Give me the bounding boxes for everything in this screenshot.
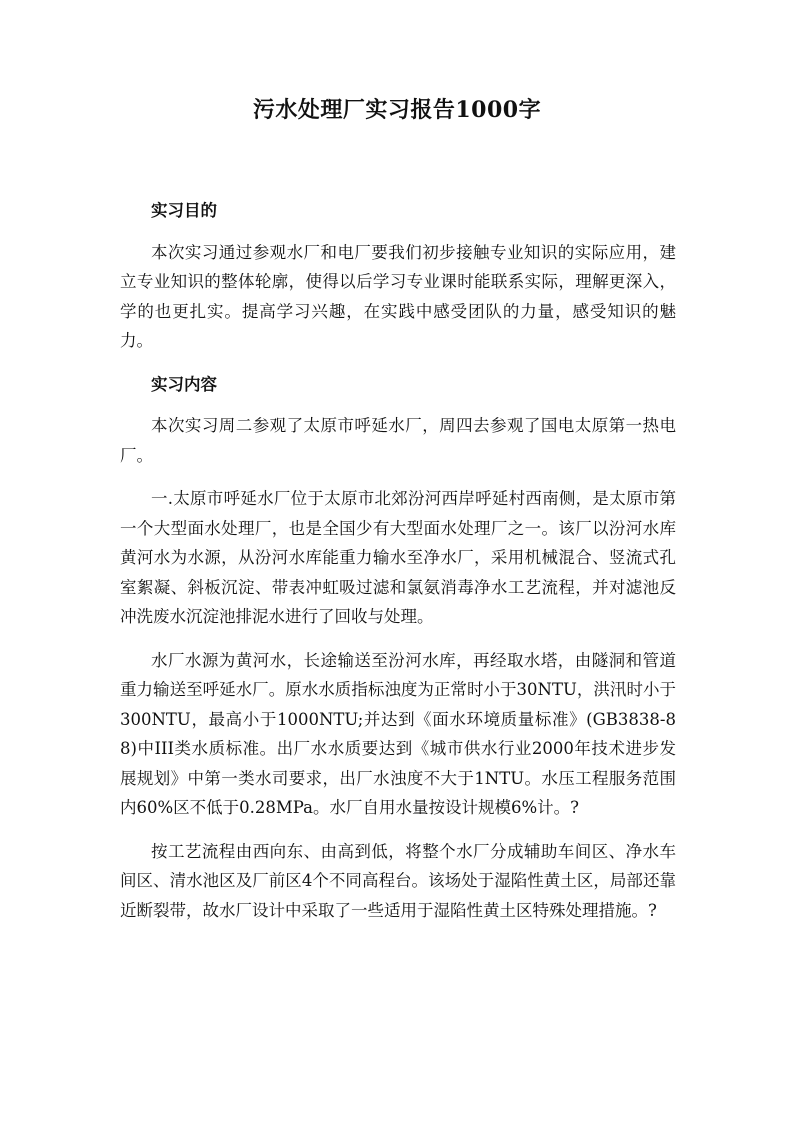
document-body	[120, 196, 676, 925]
paragraph-process-layout: 按工艺流程由西向东、由高到低，将整个水厂分成辅助车间区、净水车间区、清水池区及厂前区4个不同高程台。该场处于湿陷性黄土区，局部还靠近断裂带，故水厂设计中采取了一些适用于湿陷性黄土区特殊处理措施。?	[120, 841, 676, 920]
spacer	[120, 226, 676, 238]
paragraph-water-source: 水厂水源为黄河水，长途输送至汾河水库，再经取水塔，由隧洞和管道重力输送至呼延水厂。原水水质指标浊度为正常时小于30NTU，洪汛时小于300NTU，最高小于1000NTU;并达到《面水环境质量标准》(GB3838-88)中III类水质标准。出厂水水质要达到《城市供水行业2000年技术进步发展规划》中第一类水司要求，出厂水浊度不大于1NTU。水压工程服务范围内60%区不低于0.28MPa。水厂自用水量按设计规模6%计。?	[120, 650, 676, 817]
paragraph-purpose: 本次实习通过参观水厂和电厂要我们初步接触专业知识的实际应用，建立专业知识的整体轮廓，使得以后学习专业课时能联系实际，理解更深入，学的也更扎实。提高学习兴趣，在实践中感受团队的力量，感受知识的魅力。	[120, 242, 676, 350]
paragraph-huyan-plant: 一.太原市呼延水厂位于太原市北郊汾河西岸呼延村西南侧，是太原市第一个大型面水处理厂，也是全国少有大型面水处理厂之一。该厂以汾河水库黄河水为水源，从汾河水库能重力输水至净水厂，采用机械混合、竖流式孔室絮凝、斜板沉淀、带表冲虹吸过滤和氯氨消毒净水工艺流程，并对滤池反冲洗废水沉淀池排泥水进行了回收与处理。	[120, 489, 676, 626]
section-heading-content: 实习内容	[151, 374, 217, 394]
section-heading-purpose: 实习目的	[151, 201, 217, 220]
paragraph-visit-summary: 本次实习周二参观了太原市呼延水厂，周四去参观了国电太原第一热电厂。	[120, 416, 676, 465]
spacer	[120, 632, 676, 646]
spacer	[120, 399, 676, 411]
spacer	[120, 470, 676, 484]
spacer	[120, 356, 676, 370]
spacer	[120, 823, 676, 837]
document-title: 污水处理厂实习报告1000字	[252, 97, 542, 123]
